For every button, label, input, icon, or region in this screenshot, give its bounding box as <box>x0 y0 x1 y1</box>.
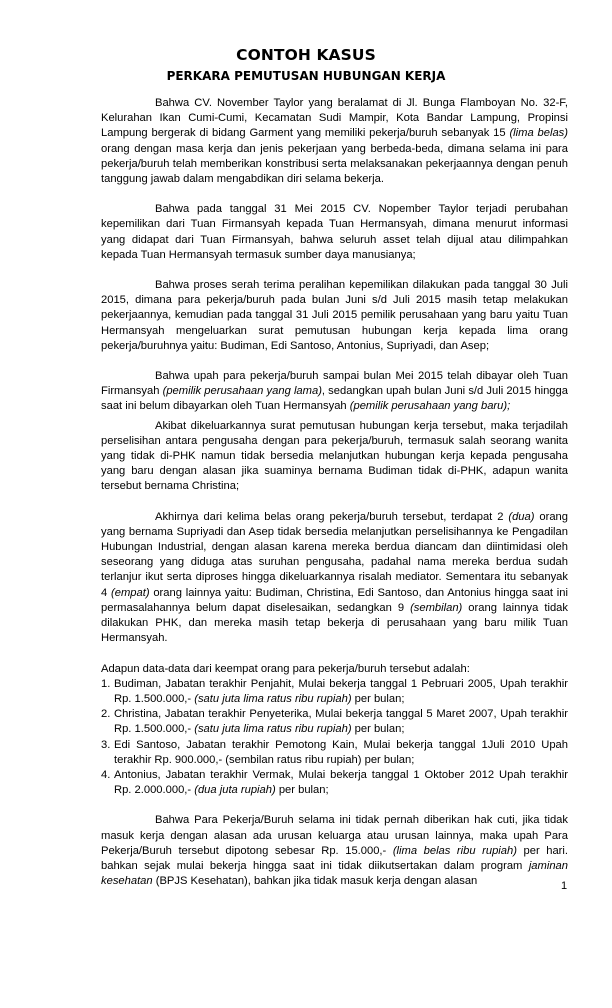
paragraph-5: Akibat dikeluarkannya surat pemutusan hubungan kerja tersebut, maka terjadilah perselisihan antara pengusaha dengan para pekerja/buruh, termasuk salah seorang wanita yang tidak di-PHK namun tidak bersedia melanjutkan hubungan kerja kepada pengusaha yang baru dengan alasan jika suaminya bernama Budiman tidak di-PHK, adapun wanita tersebut bernama Christina; <box>101 419 568 493</box>
paragraph-6-text-e: orang lainnya yaitu: Budiman, Christina, Edi Santoso, dan Antonius hingga saat ini permasalahannya belum dapat diselesaikan, sedangkan 9 <box>101 586 568 614</box>
list-item-suffix: per bulan; <box>351 723 405 736</box>
paragraph-6-text-a: Akhirnya dari kelima belas orang pekerja/buruh tersebut, terdapat 2 <box>155 510 509 523</box>
list-item-italic: (satu juta lima ratus ribu rupiah) <box>194 723 352 736</box>
list-item-text: Antonius, Jabatan terakhir Vermak, Mulai bekerja tanggal 1 Oktober 2012 Upah terakhir Rp. 2.000.000,- <box>114 768 568 797</box>
list-item-text: Edi Santoso, Jabatan terakhir Pemotong Kain, Mulai bekerja tanggal 1Juli 2010 Upah terakhir Rp. 900.000,- (sembilan ratus ribu rupiah) per bulan; <box>114 738 568 766</box>
list-item-italic: (satu juta lima ratus ribu rupiah) <box>194 692 352 705</box>
paragraph-1 <box>101 96 568 187</box>
paragraph-1-italic: (lima belas) <box>509 127 568 140</box>
paragraph-2: Bahwa pada tanggal 31 Mei 2015 CV. Nopember Taylor terjadi perubahan kepemilikan dari Tuan Firmansyah kepada Tuan Hermansyah, dimana menurut informasi yang didapat dari Tuan Firmansyah, bahwa seluruh asset telah dijual atau dilimpahkan kepada Tuan Hermansyah termasuk sumber daya manusianya; <box>101 203 568 261</box>
paragraph-1-text-a: Bahwa CV. November Taylor yang beralamat di Jl. Bunga Flamboyan No. 32-F, Kelurahan Ikan Cumi-Cumi, Kecamatan Sudi Mampir, Kota Bandar Lampung, Propinsi Lampung bergerak di bidang Garment yang memiliki pekerja/buruh sebanyak 15 <box>101 97 568 140</box>
list-item <box>101 707 568 737</box>
paragraph-6-italic-b: (dua) <box>508 510 535 523</box>
list-item-italic: (dua juta rupiah) <box>194 784 276 797</box>
paragraph-4-italic-b: (pemilik perusahaan yang lama) <box>162 385 322 398</box>
list-item-number: 1. <box>101 677 111 690</box>
paragraph-4-text-a: Bahwa upah para pekerja/buruh sampai bulan Mei 2015 telah dibayar oleh Tuan Firmansyah <box>101 370 568 398</box>
list-item-number: 2. <box>101 708 111 721</box>
list-item-number: 3. <box>101 738 111 751</box>
list-intro: Adapun data-data dari keempat orang para pekerja/buruh tersebut adalah: <box>101 662 470 675</box>
paragraph-7 <box>101 813 568 889</box>
list-item-suffix: per bulan; <box>275 784 329 797</box>
list-item-suffix: per bulan; <box>351 692 405 705</box>
paragraph-7-text-e: (BPJS Kesehatan), bahkan jika tidak masuk kerja dengan alasan <box>152 875 478 888</box>
document-body <box>101 96 568 889</box>
list-item-number: 4. <box>101 768 111 781</box>
list-item <box>101 738 568 768</box>
document-title: CONTOH KASUS <box>236 46 376 64</box>
paragraph-7-italic-d: jaminan kesehatan <box>101 859 568 888</box>
paragraph-4 <box>101 369 568 415</box>
paragraph-6-italic-d: (empat) <box>111 586 150 599</box>
paragraph-1-text-c: orang dengan masa kerja dan jenis pekerjaan yang berbeda-beda, dimana selama ini para pekerja/buruh telah memberikan konstribusi serta melaksanakan pekerjaannya dengan penuh tanggung jawab dalam mengabdikan diri selama bekerja. <box>101 142 568 186</box>
paragraph-4-italic-d: (pemilik perusahaan yang baru); <box>349 400 511 413</box>
paragraph-4-text-c: , sedangkan upah bulan Juni s/d Juli 2015 hingga saat ini belum dibayarkan oleh Tuan Hermansyah <box>101 385 568 413</box>
paragraph-3: Bahwa proses serah terima peralihan kepemilikan dilakukan pada tanggal 30 Juli 2015, dimana para pekerja/buruh pada bulan Juni s/d Juli 2015 masih tetap melakukan pekerjaannya, kemudian pada tanggal 31 Juli 2015 pemilik perusahaan yang baru yaitu Tuan Hermansyah mengeluarkan surat pemutusan hubungan kerja kepada lima orang pekerja/buruhnya yaitu: Budiman, Edi Santoso, Antonius, Supriyadi, dan Asep; <box>101 279 568 352</box>
page-number: 1 <box>561 880 568 892</box>
paragraph-7-text-a: Bahwa Para Pekerja/Buruh selama ini tidak pernah diberikan hak cuti, jika tidak masuk kerja dengan alasan ada urusan keluarga atau urusan lainnya, maka upah Para Pekerja/Buruh tersebut dipotong sebesar Rp. 15.000,- <box>101 814 568 857</box>
paragraph-6-text-c: orang yang bernama Supriyadi dan Asep tidak bersedia melanjutkan perselisihannya ke Pengadilan Hubungan Industrial, dengan alasan karena mereka berdua diancam dan diintimidasi oleh seseorang yang diduga atas suruhan pengusaha, padahal nama mereka berdua sudah terlanjur ikut serta diproses hingga dikeluarkannya risalah mediator. Sementara itu sebanyak 4 <box>101 510 568 599</box>
list-item-text: Budiman, Jabatan terakhir Penjahit, Mulai bekerja tanggal 1 Pebruari 2005, Upah terakhir Rp. 1.500.000,- <box>114 677 568 705</box>
paragraph-7-italic-b: (lima belas ribu rupiah) <box>392 844 517 857</box>
worker-list <box>101 677 568 799</box>
list-item <box>101 677 568 707</box>
paragraph-7-text-c: per hari. bahkan sejak mulai bekerja hingga saat ini tidak diikutsertakan dalam program <box>101 844 568 872</box>
paragraph-6 <box>101 510 568 647</box>
list-item-text: Christina, Jabatan terakhir Penyeterika, Mulai bekerja tanggal 5 Maret 2007, Upah terakhir Rp. 1.500.000,- <box>114 708 568 736</box>
document-subtitle: PERKARA PEMUTUSAN HUBUNGAN KERJA <box>166 69 446 83</box>
paragraph-6-text-g: orang lainnya tidak dilakukan PHK, dan mereka masih tetap bekerja di perusahaan yang baru milik Tuan Hermansyah. <box>101 601 568 645</box>
list-item <box>101 768 568 798</box>
paragraph-6-italic-f: (sembilan) <box>410 601 463 614</box>
